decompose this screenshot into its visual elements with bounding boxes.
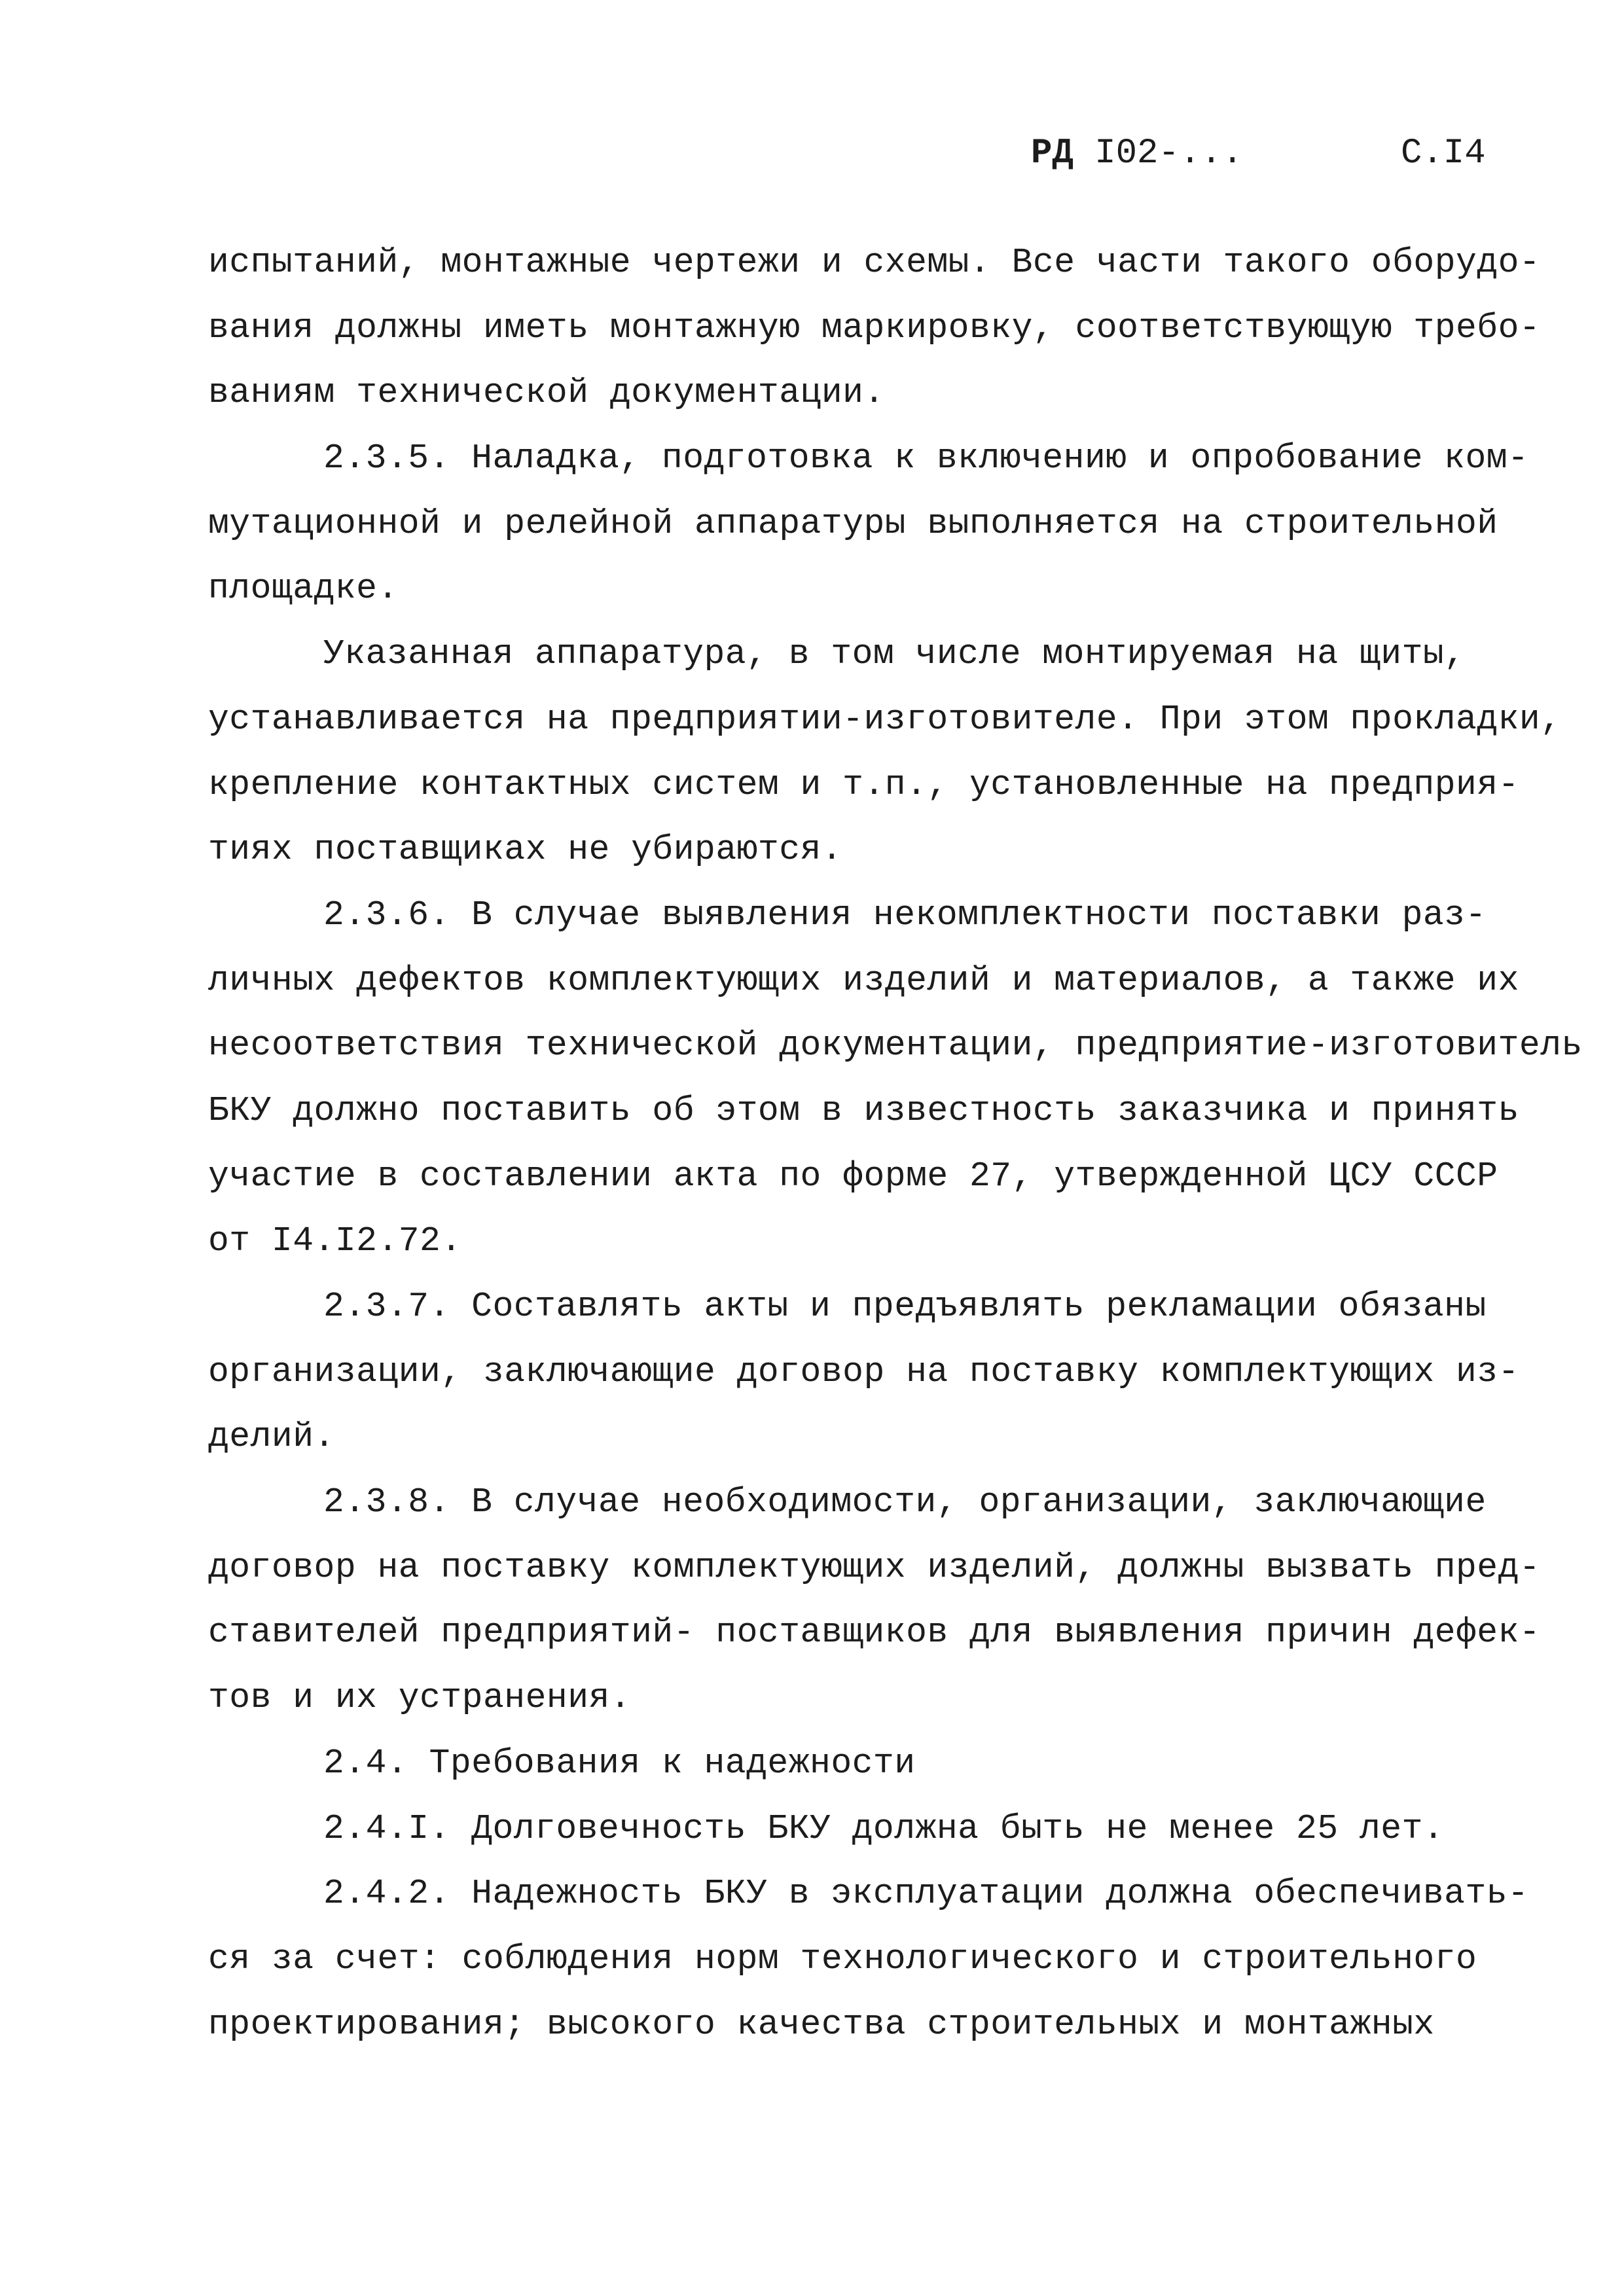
text-line: БКУ должно поставить об этом в известность заказчика и принять <box>208 1090 1519 1130</box>
paragraph-start: Указанная аппаратура, в том числе монтируемая на щиты, <box>323 634 1466 674</box>
text-line: ваниям технической документации. <box>208 373 885 413</box>
text-line: личных дефектов комплектующих изделий и материалов, а также их <box>208 960 1519 1000</box>
section-2-4-1-start: 2.4.I. Долговечность БКУ должна быть не менее 25 лет. <box>323 1808 1445 1848</box>
text-line: тов и их устранения. <box>208 1678 632 1718</box>
text-line: мутационной и релейной аппаратуры выполняется на строительной <box>208 503 1498 543</box>
text-line: договор на поставку комплектующих изделий, должны вызвать пред- <box>208 1547 1541 1587</box>
document-body <box>208 230 1583 2057</box>
text-line: устанавливается на предприятии-изготовителе. При этом прокладки, <box>208 699 1562 739</box>
text-line: делий. <box>208 1417 335 1457</box>
section-2-3-8-start: 2.3.8. В случае необходимости, организации, заключающие <box>323 1482 1487 1522</box>
text-line: от I4.I2.72. <box>208 1221 462 1261</box>
section-2-3-6-start: 2.3.6. В случае выявления некомплектности поставки раз- <box>323 895 1487 935</box>
text-line: тиях поставщиках не убираются. <box>208 830 843 870</box>
text-line: ставителей предприятий- поставщиков для выявления причин дефек- <box>208 1613 1541 1653</box>
text-line: проектирования; высокого качества строительных и монтажных <box>208 2004 1435 2044</box>
text-line: крепление контактных систем и т.п., установленные на предприя- <box>208 764 1519 804</box>
document-code-number: I02-... <box>1073 134 1244 173</box>
section-2-3-5-start: 2.3.5. Наладка, подготовка к включению и опробование ком- <box>323 439 1529 478</box>
text-line: ся за счет: соблюдения норм технологического и строительного <box>208 1939 1477 1979</box>
text-line: участие в составлении акта по форме 27, утвержденной ЦСУ СССР <box>208 1156 1498 1196</box>
section-2-3-7-start: 2.3.7. Составлять акты и предъявлять рекламации обязаны <box>323 1287 1487 1326</box>
text-line: вания должны иметь монтажную маркировку, соответствующую требо- <box>208 308 1541 348</box>
page-number: С.I4 <box>1401 134 1486 173</box>
document-code <box>1031 128 1243 180</box>
section-2-4-heading: 2.4. Требования к надежности <box>323 1743 916 1783</box>
document-code-prefix: РД <box>1031 134 1074 173</box>
text-line: организации, заключающие договор на поставку комплектующих из- <box>208 1352 1519 1391</box>
page-header <box>0 128 1624 180</box>
section-2-4-2-start: 2.4.2. Надежность БКУ в эксплуатации должна обеспечивать- <box>323 1874 1529 1914</box>
text-line: несоответствия технической документации, предприятие-изготовитель <box>208 1026 1583 1066</box>
text-line: испытаний, монтажные чертежи и схемы. Все части такого оборудо- <box>208 243 1541 282</box>
text-line: площадке. <box>208 569 399 609</box>
